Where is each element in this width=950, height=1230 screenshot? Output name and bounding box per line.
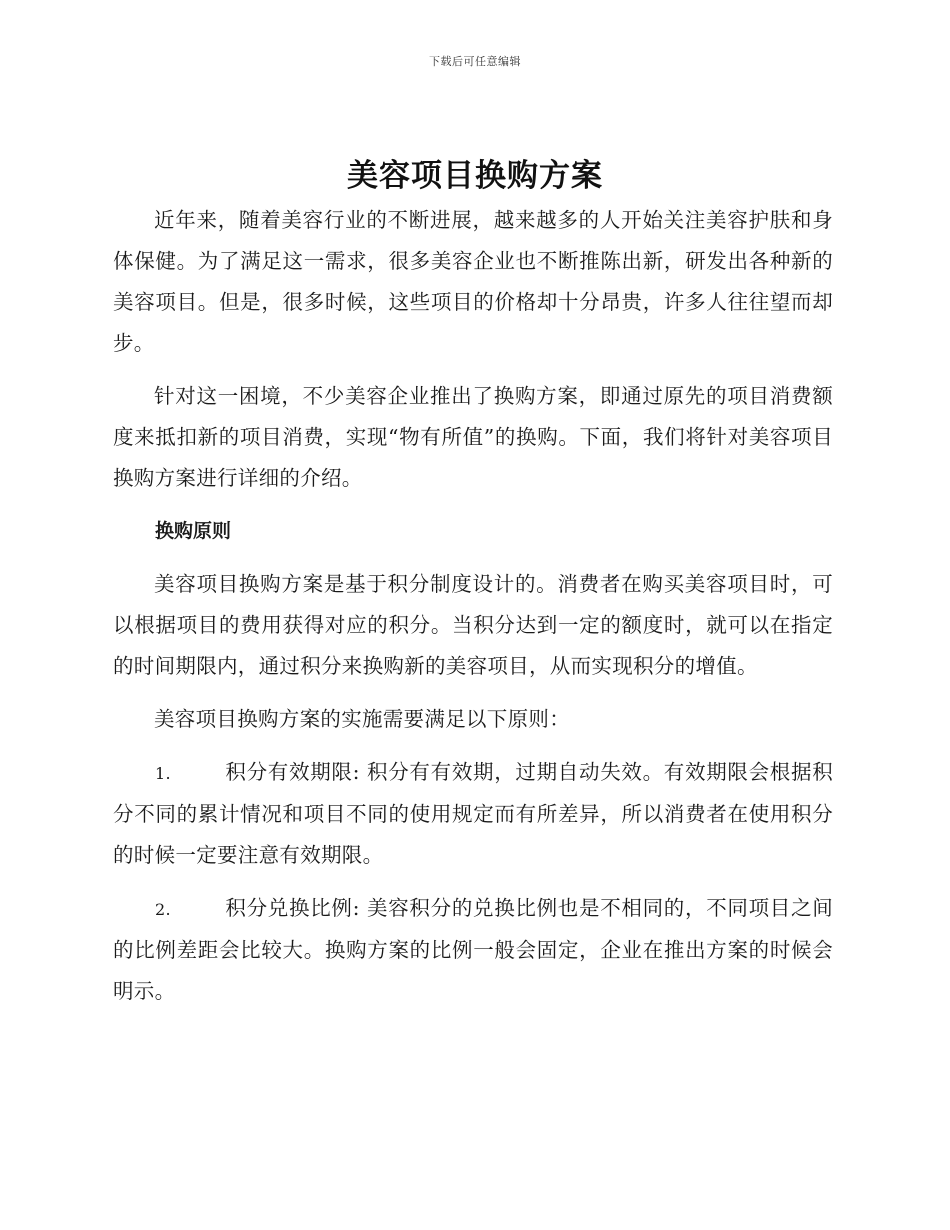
document-body xyxy=(113,200,833,1024)
section-paragraph-1: 美容项目换购方案是基于积分制度设计的。消费者在购买美容项目时，可以根据项目的费用获得对应的积分。当积分达到一定的额度时，就可以在指定的时间期限内，通过积分来换购新的美容项目，从而实现积分的增值。 xyxy=(113,572,833,678)
list-item-number: 2. xyxy=(155,900,171,919)
list-item-text: 积分兑换比例: 美容积分的兑换比例也是不相同的，不同项目之间的比例差距会比较大。换购方案的比例一般会固定，企业在推出方案的时候会明示。 xyxy=(113,896,833,1003)
list-item-number: 1. xyxy=(155,764,171,783)
intro-paragraph-2: 针对这一困境，不少美容企业推出了换购方案，即通过原先的项目消费额度来抵扣新的项目消费，实现“物有所值”的换购。下面，我们将针对美容项目换购方案进行详细的介绍。 xyxy=(113,384,833,490)
section-paragraph-2: 美容项目换购方案的实施需要满足以下原则： xyxy=(154,707,570,731)
list-item xyxy=(113,752,833,876)
list-item xyxy=(113,888,833,1012)
document-title: 美容项目换购方案 xyxy=(347,158,603,194)
section-heading: 换购原则 xyxy=(155,520,232,542)
header-note: 下载后可任意编辑 xyxy=(429,55,521,68)
list-item-text: 积分有效期限: 积分有有效期，过期自动失效。有效期限会根据积分不同的累计情况和项目不同的使用规定而有所差异，所以消费者在使用积分的时候一定要注意有效期限。 xyxy=(113,760,833,867)
intro-paragraph-1: 近年来，随着美容行业的不断进展，越来越多的人开始关注美容护肤和身体保健。为了满足这一需求，很多美容企业也不断推陈出新，研发出各种新的美容项目。但是，很多时候，这些项目的价格却十分昂贵，许多人往往望而却步。 xyxy=(113,208,833,355)
